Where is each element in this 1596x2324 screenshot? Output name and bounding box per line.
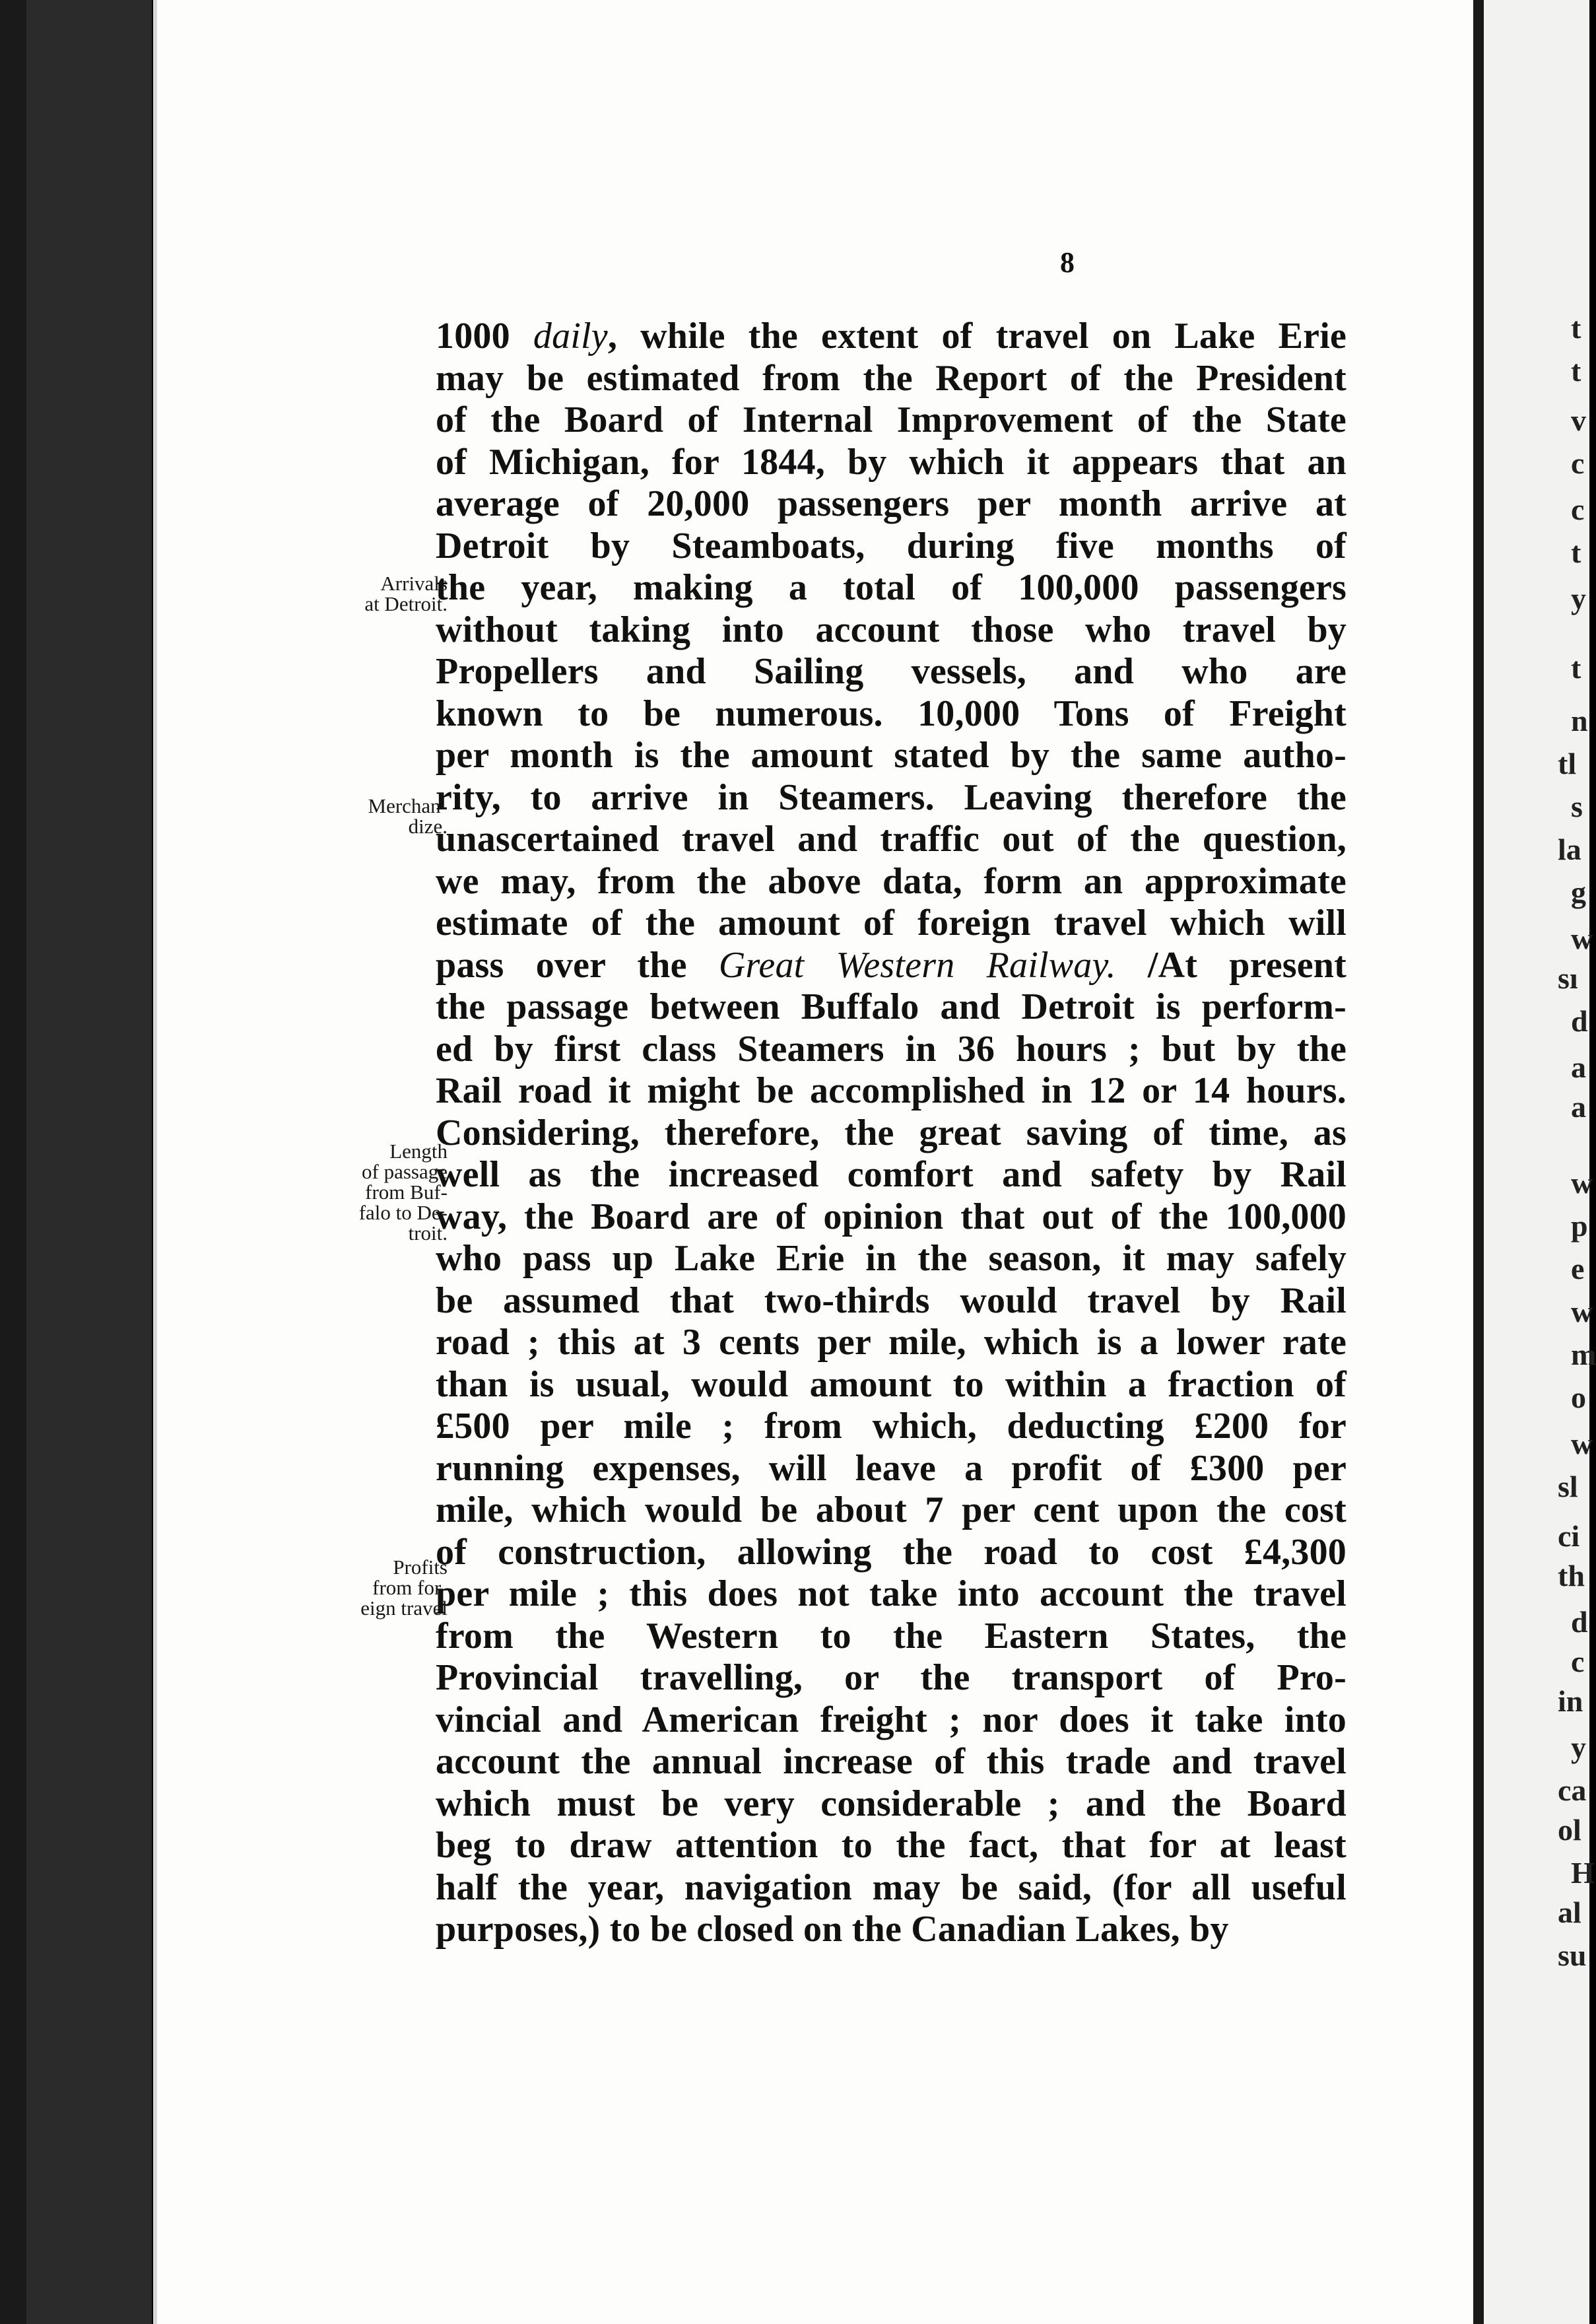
body-line: average of 20,000 passengers per month arrive at xyxy=(436,483,1347,524)
italic-railway: Great Western Railway. xyxy=(718,944,1116,986)
facing-page-fragment: g xyxy=(1571,875,1586,909)
facing-page-fragment: th xyxy=(1558,1559,1585,1592)
facing-page-fragment: tl xyxy=(1558,747,1577,780)
body-line: per mile ; this does not take into account the travel xyxy=(436,1573,1347,1614)
margin-note-line: dize. xyxy=(408,815,448,838)
page-number: 8 xyxy=(1060,246,1075,279)
margin-note-line: of passage xyxy=(362,1160,448,1183)
body-text xyxy=(436,316,1347,1951)
facing-page-fragment: ca xyxy=(1558,1773,1587,1807)
facing-page-fragment: y xyxy=(1571,582,1586,615)
body-line: of Michigan, for 1844, by which it appears that an xyxy=(436,441,1347,483)
facing-page-fragment: n xyxy=(1571,704,1588,737)
body-line: Considering, therefore, the great saving of time, as xyxy=(436,1112,1347,1153)
body-line: purposes,) to be closed on the Canadian Lakes, by xyxy=(436,1909,1229,1950)
body-line: 1000 daily, while the extent of travel on Lake Erie xyxy=(436,316,1347,357)
body-line: the year, making a total of 100,000 passengers xyxy=(436,567,1347,608)
facing-page-fragment: y xyxy=(1571,1730,1586,1764)
body-line: account the annual increase of this trade and travel xyxy=(436,1741,1347,1782)
facing-page-fragment: w xyxy=(1571,1295,1593,1328)
body-line: estimate of the amount of foreign travel which will xyxy=(436,903,1347,943)
facing-page-fragment: w xyxy=(1571,922,1593,955)
body-line: known to be numerous. 10,000 Tons of Freight xyxy=(436,693,1347,734)
body-line: per month is the amount stated by the same autho- xyxy=(436,735,1347,776)
scan-left-edge xyxy=(0,0,26,2324)
body-line: well as the increased comfort and safety by Rail xyxy=(436,1154,1347,1195)
body-line: £500 per mile ; from which, deducting £200 for xyxy=(436,1406,1347,1447)
facing-page-fragment: m xyxy=(1571,1338,1596,1371)
body-line: may be estimated from the Report of the President xyxy=(436,357,1347,399)
scan-left-band xyxy=(26,0,152,2324)
facing-page-fragment: w xyxy=(1571,1166,1593,1200)
body-line: Detroit by Steamboats, during five months of xyxy=(436,525,1347,566)
body-line: unascertained travel and traffic out of the question, xyxy=(436,819,1347,860)
body-line: way, the Board are of opinion that out of the 100,000 xyxy=(436,1196,1347,1237)
margin-note-line: falo to De- xyxy=(358,1201,448,1224)
margin-note-line: troit. xyxy=(408,1221,448,1245)
facing-page xyxy=(1484,0,1589,2324)
facing-page-fragment: d xyxy=(1571,1605,1588,1639)
margin-note-line: from Buf- xyxy=(365,1180,448,1204)
facing-page-fragment: H xyxy=(1571,1856,1595,1890)
body-line: running expenses, will leave a profit of £300 per xyxy=(436,1447,1347,1489)
margin-note-line: eign travel xyxy=(360,1596,448,1620)
facing-page-fragment: o xyxy=(1571,1381,1586,1414)
facing-page-fragment: d xyxy=(1571,1004,1588,1038)
facing-page-fragment: sl xyxy=(1558,1470,1578,1503)
body-line: we may, from the above data, form an approximate xyxy=(436,860,1347,902)
body-line: which must be very considerable ; and the Board xyxy=(436,1783,1347,1824)
facing-page-fragment: a xyxy=(1571,1090,1586,1124)
facing-page-fragment: e xyxy=(1571,1252,1585,1285)
body-line: beg to draw attention to the fact, that for at least xyxy=(436,1825,1347,1866)
margin-note-line: Profits xyxy=(393,1555,448,1579)
facing-page-fragment: a xyxy=(1571,1050,1586,1084)
margin-note-line: at Detroit. xyxy=(364,592,448,615)
body-line: mile, which would be about 7 per cent upon the cost xyxy=(436,1489,1347,1530)
body-line: half the year, navigation may be said, (for all useful xyxy=(436,1866,1347,1908)
margin-note-profits xyxy=(360,1557,448,1618)
facing-page-fragment: s xyxy=(1571,790,1583,823)
margin-note-arrivals xyxy=(364,573,448,614)
margin-note-line: Length xyxy=(389,1140,448,1163)
facing-page-fragment: la xyxy=(1558,833,1581,866)
margin-note-line: Arrivals xyxy=(380,572,448,595)
body-line: Propellers and Sailing vessels, and who are xyxy=(436,651,1347,692)
body-line: vincial and American freight ; nor does it take into xyxy=(436,1699,1347,1740)
body-line: without taking into account those who travel by xyxy=(436,609,1347,650)
facing-page-fragment: su xyxy=(1558,1938,1587,1972)
body-line: pass over the Great Western Railway. /At present xyxy=(436,944,1347,986)
body-line: of construction, allowing the road to cost £4,300 xyxy=(436,1531,1347,1573)
facing-page-fragment: p xyxy=(1571,1209,1588,1243)
body-line: be assumed that two-thirds would travel by Rail xyxy=(436,1280,1347,1321)
margin-note-merchandize xyxy=(368,796,448,837)
facing-page-fragment: c xyxy=(1571,446,1585,480)
body-line: ed by first class Steamers in 36 hours ; but by the xyxy=(436,1028,1347,1070)
margin-note-line: from for- xyxy=(372,1576,448,1599)
facing-page-fragment: ci xyxy=(1558,1519,1580,1553)
body-line: from the Western to the Eastern States, the xyxy=(436,1615,1347,1657)
margin-note-length xyxy=(359,1141,448,1243)
body-line: road ; this at 3 cents per mile, which is a lower rate xyxy=(436,1322,1347,1363)
facing-page-fragment: c xyxy=(1571,493,1585,526)
facing-page-fragment: in xyxy=(1558,1684,1583,1718)
margin-note-line: Merchan- xyxy=(368,794,448,817)
body-line: Provincial travelling, or the transport of Pro- xyxy=(436,1657,1347,1698)
body-line: than is usual, would amount to within a fraction of xyxy=(436,1363,1347,1405)
facing-page-fragment: sı xyxy=(1558,961,1578,995)
facing-page-fragment: t xyxy=(1571,354,1581,388)
gutter-shadow xyxy=(1473,0,1484,2324)
facing-page-fragment: t xyxy=(1571,535,1581,569)
facing-page-fragment: t xyxy=(1571,651,1581,685)
facing-page-fragment: al xyxy=(1558,1896,1581,1929)
facing-page-fragment: w xyxy=(1571,1427,1593,1460)
facing-page-fragment: t xyxy=(1571,311,1581,345)
body-line: Rail road it might be accomplished in 12 or 14 hours. xyxy=(436,1070,1347,1111)
body-line: the passage between Buffalo and Detroit is perform- xyxy=(436,986,1347,1027)
body-line: rity, to arrive in Steamers. Leaving therefore the xyxy=(436,776,1347,818)
facing-page-fragment: v xyxy=(1571,403,1586,437)
italic-daily: daily xyxy=(533,316,608,357)
facing-page-fragment: ol xyxy=(1558,1813,1581,1847)
body-line: of the Board of Internal Improvement of the State xyxy=(436,399,1347,440)
body-line: who pass up Lake Erie in the season, it may safely xyxy=(436,1238,1347,1279)
facing-page-fragment: c xyxy=(1571,1645,1585,1678)
